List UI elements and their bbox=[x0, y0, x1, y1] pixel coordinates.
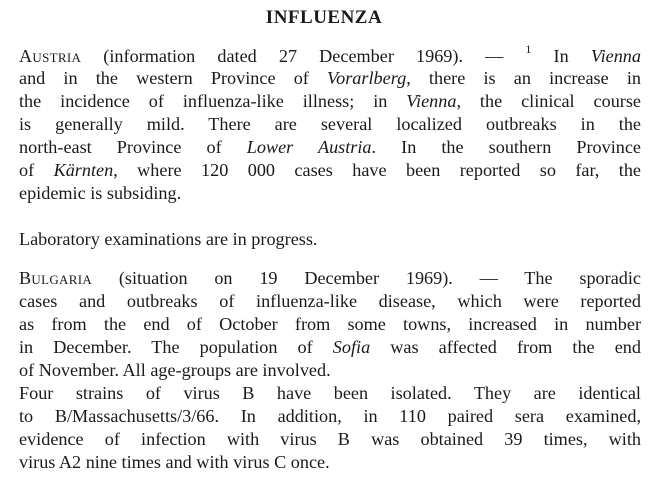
place-name: Vienna bbox=[406, 91, 457, 111]
bulgaria-line-9: virus A2 nine times and with virus C once. bbox=[19, 452, 330, 472]
place-name: Sofia bbox=[332, 337, 371, 357]
austria-line-5: north-east Province of Lower Austria. In the southern Province bbox=[19, 137, 641, 157]
page-title: INFLUENZA bbox=[265, 7, 383, 28]
bulgaria-line-5: of November. All age-groups are involved. bbox=[19, 360, 331, 380]
country-name-bulgaria: Bulgaria bbox=[19, 268, 93, 288]
bulgaria-line-8: evidence of infection with virus B was obtained 39 times, with bbox=[19, 429, 641, 449]
bulgaria-line-2: cases and outbreaks of influenza-like disease, which were reported bbox=[19, 291, 641, 311]
place-name: Kärnten bbox=[53, 160, 114, 180]
bulgaria-line-4: in December. The population of Sofia was affected from the end bbox=[19, 337, 641, 357]
austria-line-4: is generally mild. There are several localized outbreaks in the bbox=[19, 114, 641, 134]
place-name: Lower Austria bbox=[246, 137, 372, 157]
bulgaria-line-6: Four strains of virus B have been isolated. They are identical bbox=[19, 383, 641, 403]
austria-line-7: epidemic is subsiding. bbox=[19, 183, 182, 203]
place-name: Vienna bbox=[590, 46, 641, 66]
footnote-marker: 1 bbox=[525, 41, 532, 56]
place-name: Vorarlberg bbox=[327, 68, 407, 88]
austria-line-6: of Kärnten, where 120 000 cases have been reported so far, the bbox=[19, 160, 641, 180]
austria-lab-note: Laboratory examinations are in progress. bbox=[19, 229, 318, 249]
bulgaria-line-3: as from the end of October from some towns, increased in number bbox=[19, 314, 641, 334]
bulgaria-line-7: to B/Massachusetts/3/66. In addition, in 110 paired sera examined, bbox=[19, 406, 641, 426]
austria-line-3: the incidence of influenza-like illness; in Vienna, the clinical course bbox=[19, 91, 641, 111]
austria-line-2: and in the western Province of Vorarlberg, there is an increase in bbox=[19, 68, 641, 88]
austria-line-1: Austria (information dated 27 December 1969). — $^1$ In Vienna bbox=[19, 41, 641, 66]
bulgaria-line-1: Bulgaria (situation on 19 December 1969). — The sporadic bbox=[19, 268, 641, 288]
country-name-austria: Austria bbox=[19, 46, 82, 66]
